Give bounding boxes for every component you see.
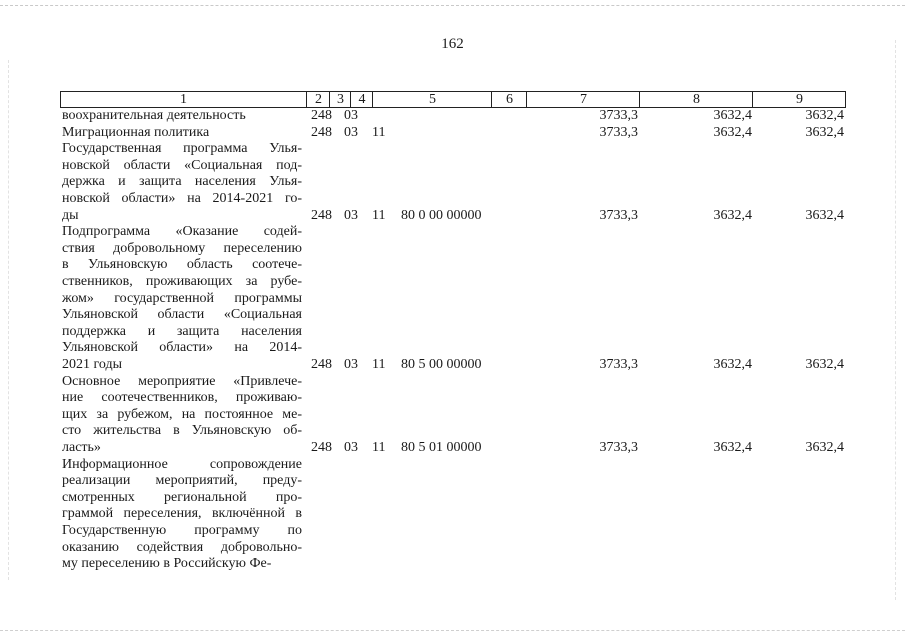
cell-code: 248 bbox=[311, 108, 332, 123]
row-name-line: ствия добровольному переселению bbox=[62, 240, 302, 256]
table-header-row bbox=[60, 91, 846, 108]
cell-code: 248 bbox=[311, 207, 332, 223]
cell-amount-col8: 3632,4 bbox=[713, 108, 752, 123]
scan-edge-right bbox=[895, 40, 896, 600]
row-name-line: держка и защита населения Улья- bbox=[62, 174, 302, 190]
row-name-line: Государственная программа Улья- bbox=[62, 141, 302, 157]
row-name-line: щих за рубежом, на постоянное ме- bbox=[62, 406, 302, 422]
cell-code: 248 bbox=[311, 440, 332, 455]
row-name-line: воохранительная деятельность bbox=[62, 108, 246, 123]
row-name-line: смотренных региональной про- bbox=[62, 489, 302, 505]
cell-subsection: 11 bbox=[372, 440, 386, 455]
row-name-line: Информационное сопровождение bbox=[62, 456, 302, 472]
header-col-5: 5 bbox=[372, 92, 492, 107]
row-name-line: жом» государственной программы bbox=[62, 290, 302, 306]
row-name bbox=[62, 108, 302, 125]
row-name bbox=[62, 224, 302, 373]
row-name-line: Ульяновской области» на 2014- bbox=[62, 340, 302, 356]
header-col-4: 4 bbox=[350, 92, 373, 107]
cell-section: 03 bbox=[344, 207, 358, 223]
header-col-9: 9 bbox=[752, 92, 846, 107]
cell-amount-col9: 3632,4 bbox=[805, 108, 844, 123]
cell-section: 03 bbox=[344, 124, 358, 140]
scan-edge-top bbox=[0, 5, 905, 6]
cell-amount-col7: 3733,3 bbox=[599, 108, 638, 123]
row-name-line: му переселению в Российскую Фе- bbox=[62, 556, 272, 572]
cell-section: 03 bbox=[344, 440, 358, 455]
cell-amount-col9: 3632,4 bbox=[805, 440, 844, 455]
cell-amount-col8: 3632,4 bbox=[713, 124, 752, 140]
row-name-line: Миграционная политика bbox=[62, 124, 210, 140]
cell-amount-col7: 3733,3 bbox=[599, 207, 638, 223]
cell-subsection: 11 bbox=[372, 207, 386, 223]
row-name bbox=[62, 125, 302, 142]
header-col-1: 1 bbox=[180, 92, 187, 107]
cell-amount-col7: 3733,3 bbox=[599, 357, 638, 372]
header-col-3: 3 bbox=[329, 92, 351, 107]
cell-target-article: 80 5 00 00000 bbox=[401, 357, 482, 372]
row-name bbox=[62, 141, 302, 224]
row-name-line: в Ульяновскую область соотече- bbox=[62, 257, 302, 273]
cell-target-article: 80 5 01 00000 bbox=[401, 440, 482, 455]
header-col-8: 8 bbox=[639, 92, 753, 107]
header-col-7: 7 bbox=[526, 92, 640, 107]
header-col-6: 6 bbox=[491, 92, 527, 107]
scan-edge-left bbox=[8, 60, 9, 580]
cell-code: 248 bbox=[311, 357, 332, 372]
row-name-line: Основное мероприятие «Привлече- bbox=[62, 373, 302, 389]
row-name-line: новской области» на 2014-2021 го- bbox=[62, 190, 302, 206]
cell-code: 248 bbox=[311, 124, 332, 140]
cell-amount-col8: 3632,4 bbox=[713, 440, 752, 455]
cell-subsection: 11 bbox=[372, 357, 386, 372]
row-name-line: оказанию содействия добровольно- bbox=[62, 539, 302, 555]
row-name bbox=[62, 457, 302, 573]
page-number: 162 bbox=[441, 36, 464, 52]
row-name-line: 2021 годы bbox=[62, 356, 123, 372]
row-name-line: Государственную программу по bbox=[62, 522, 302, 538]
cell-amount-col7: 3733,3 bbox=[599, 440, 638, 455]
cell-amount-col8: 3632,4 bbox=[713, 207, 752, 223]
row-name-line: поддержка и защита населения bbox=[62, 323, 302, 339]
row-name-line: новской области «Социальная под- bbox=[62, 157, 302, 173]
cell-amount-col8: 3632,4 bbox=[713, 357, 752, 372]
scan-edge-bottom bbox=[0, 630, 905, 631]
row-name-line: ласть» bbox=[62, 439, 101, 455]
row-name bbox=[62, 374, 302, 457]
header-col-2: 2 bbox=[306, 92, 330, 107]
cell-subsection: 11 bbox=[372, 124, 386, 140]
row-name-line: ды bbox=[62, 207, 79, 223]
row-name-line: ственников, проживающих за рубе- bbox=[62, 273, 302, 289]
cell-section: 03 bbox=[344, 357, 358, 372]
row-name-line: Подпрограмма «Оказание содей- bbox=[62, 224, 302, 240]
cell-amount-col9: 3632,4 bbox=[805, 207, 844, 223]
cell-amount-col7: 3733,3 bbox=[599, 124, 638, 140]
row-name-line: ние соотечественников, проживаю- bbox=[62, 390, 302, 406]
row-name-line: граммой переселения, включённой в bbox=[62, 506, 302, 522]
cell-section: 03 bbox=[344, 108, 358, 123]
cell-amount-col9: 3632,4 bbox=[805, 357, 844, 372]
row-name-line: сто жительства в Ульяновскую об- bbox=[62, 423, 302, 439]
cell-amount-col9: 3632,4 bbox=[805, 124, 844, 140]
row-name-line: реализации мероприятий, преду- bbox=[62, 473, 302, 489]
cell-target-article: 80 0 00 00000 bbox=[401, 207, 482, 223]
row-name-line: Ульяновской области «Социальная bbox=[62, 307, 302, 323]
